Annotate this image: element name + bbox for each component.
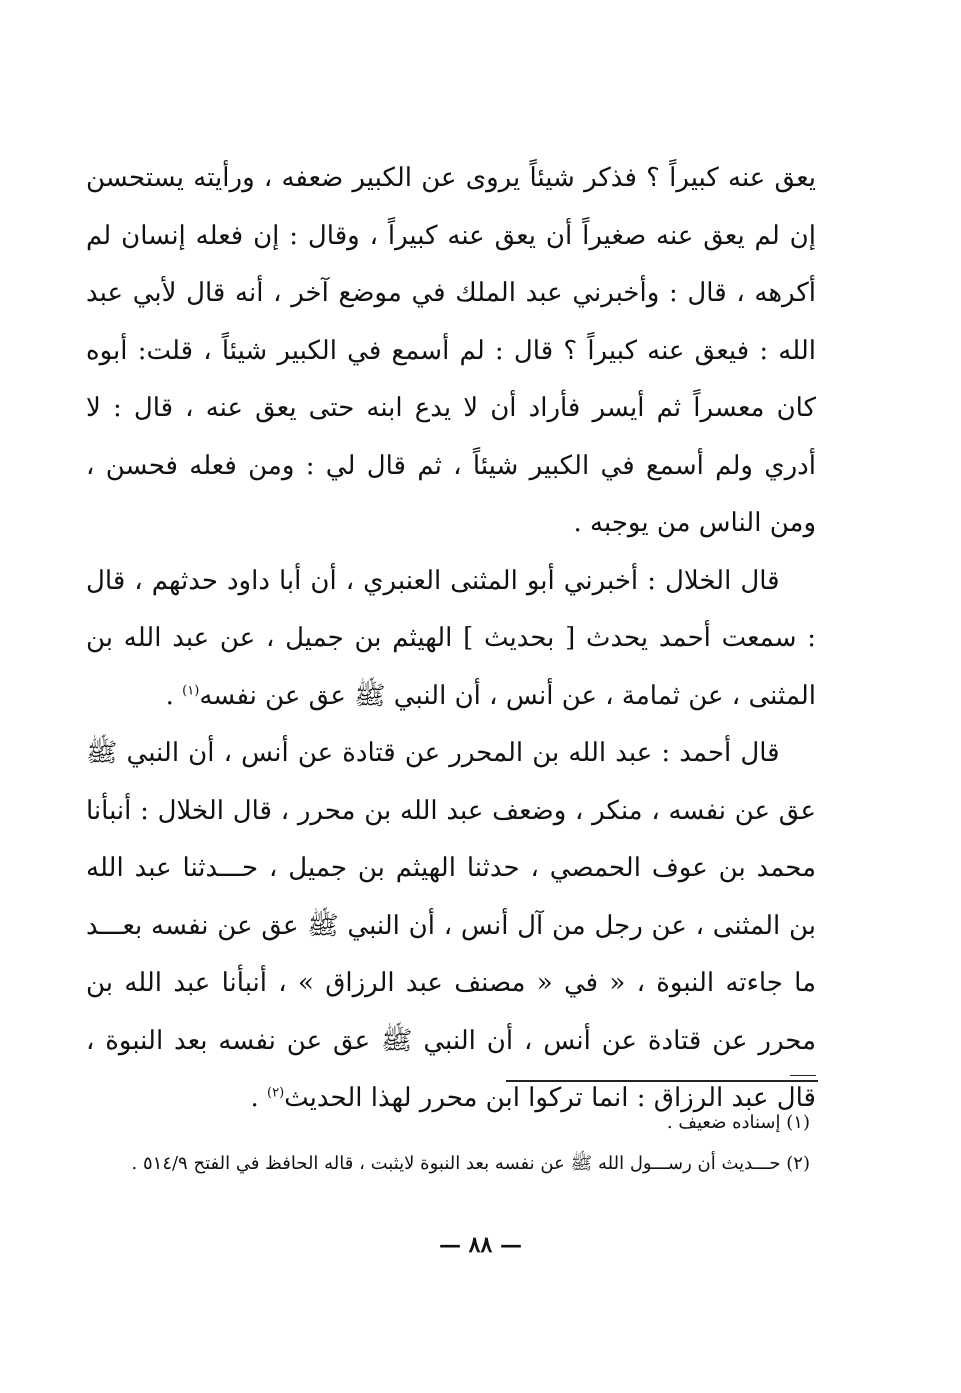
footnote-separator bbox=[506, 1080, 818, 1082]
paragraph-1 bbox=[86, 150, 816, 553]
paragraph-2-text: قال الخلال : أخبرني أبو المثنى العنبري ، أن أبا داود حدثهم ، قال : سمعت أحمد يحدث [ بحديث ] الهيثم بن جميل ، عن عبد الله بن المثنى ، عن ثمامة ، عن أنس ، أن النبي ﷺ عق عن نفسه bbox=[86, 565, 816, 711]
paragraph-3-text: قال أحمد : عبد الله بن المحرر عن قتادة عن أنس ، أن النبي ﷺ عق عن نفسه ، منكر ، وضعف عبد الله بن محرر ، قال الخلال : أنبأنا محمد بن عوف الحمصي ، حدثنا الهيثم بن جميل ، حـــدثنا عبد الله بن المثنى ، عن رجل من آل أنس ، أن النبي ﷺ عق عن نفسه بعـــد ما جاءته النبوة ، « في « مصنف عبد الرزاق » ، أنبأنا عبد الله بن محرر عن قتادة عن أنس ، أن النبي ﷺ عق عن نفسه بعد النبوة ، قال عبد الرزاق : انما تركوا ابن محرر لهذا الحديث bbox=[86, 738, 816, 1113]
page-number: — ٨٨ — bbox=[439, 1232, 522, 1258]
footnote-ref-2[interactable]: (٢) bbox=[267, 1085, 285, 1101]
paragraph-2 bbox=[86, 553, 816, 726]
paragraph-1-text: يعق عنه كبيراً ؟ فذكر شيئاً يروى عن الكبير ضعفه ، ورأيته يستحسن إن لم يعق عنه صغيراً أن يعق عنه كبيراً ، وقال : إن فعله إنسان لم أكرهه ، قال : وأخبرني عبد الملك في موضع آخر ، أنه قال لأبي عبد الله : فيعق عنه كبيراً ؟ قال : لم أسمع في الكبير شيئاً ، قلت: أبوه كان معسراً ثم أيسر فأراد أن لا يدع ابنه حتى يعق عنه ، قال : لا أدري ولم أسمع في الكبير شيئاً ، ثم قال لي : ومن فعله فحسن ، ومن الناس من يوجبه . bbox=[86, 163, 816, 538]
footnote-2 bbox=[86, 1143, 810, 1184]
main-text bbox=[86, 150, 816, 1128]
paragraph-3 bbox=[86, 725, 816, 1128]
footnotes bbox=[86, 1102, 810, 1184]
footnote-2-number: (٢) bbox=[786, 1153, 810, 1174]
paragraph-3-end: . bbox=[250, 1083, 267, 1113]
footnote-2-text: حـــديث أن رســـول الله ﷺ عن نفسه بعد النبوة لايثبت ، قاله الحافظ في الفتح ٥١٤/٩ . bbox=[131, 1153, 781, 1174]
footnote-separator-short bbox=[790, 1075, 816, 1076]
paragraph-2-end: . bbox=[165, 680, 183, 711]
footnote-1-number: (١) bbox=[786, 1112, 810, 1133]
footnote-1 bbox=[86, 1102, 810, 1143]
footnote-1-text: إسناده ضعيف . bbox=[666, 1112, 781, 1133]
footnote-ref-1[interactable]: (١) bbox=[182, 682, 200, 698]
